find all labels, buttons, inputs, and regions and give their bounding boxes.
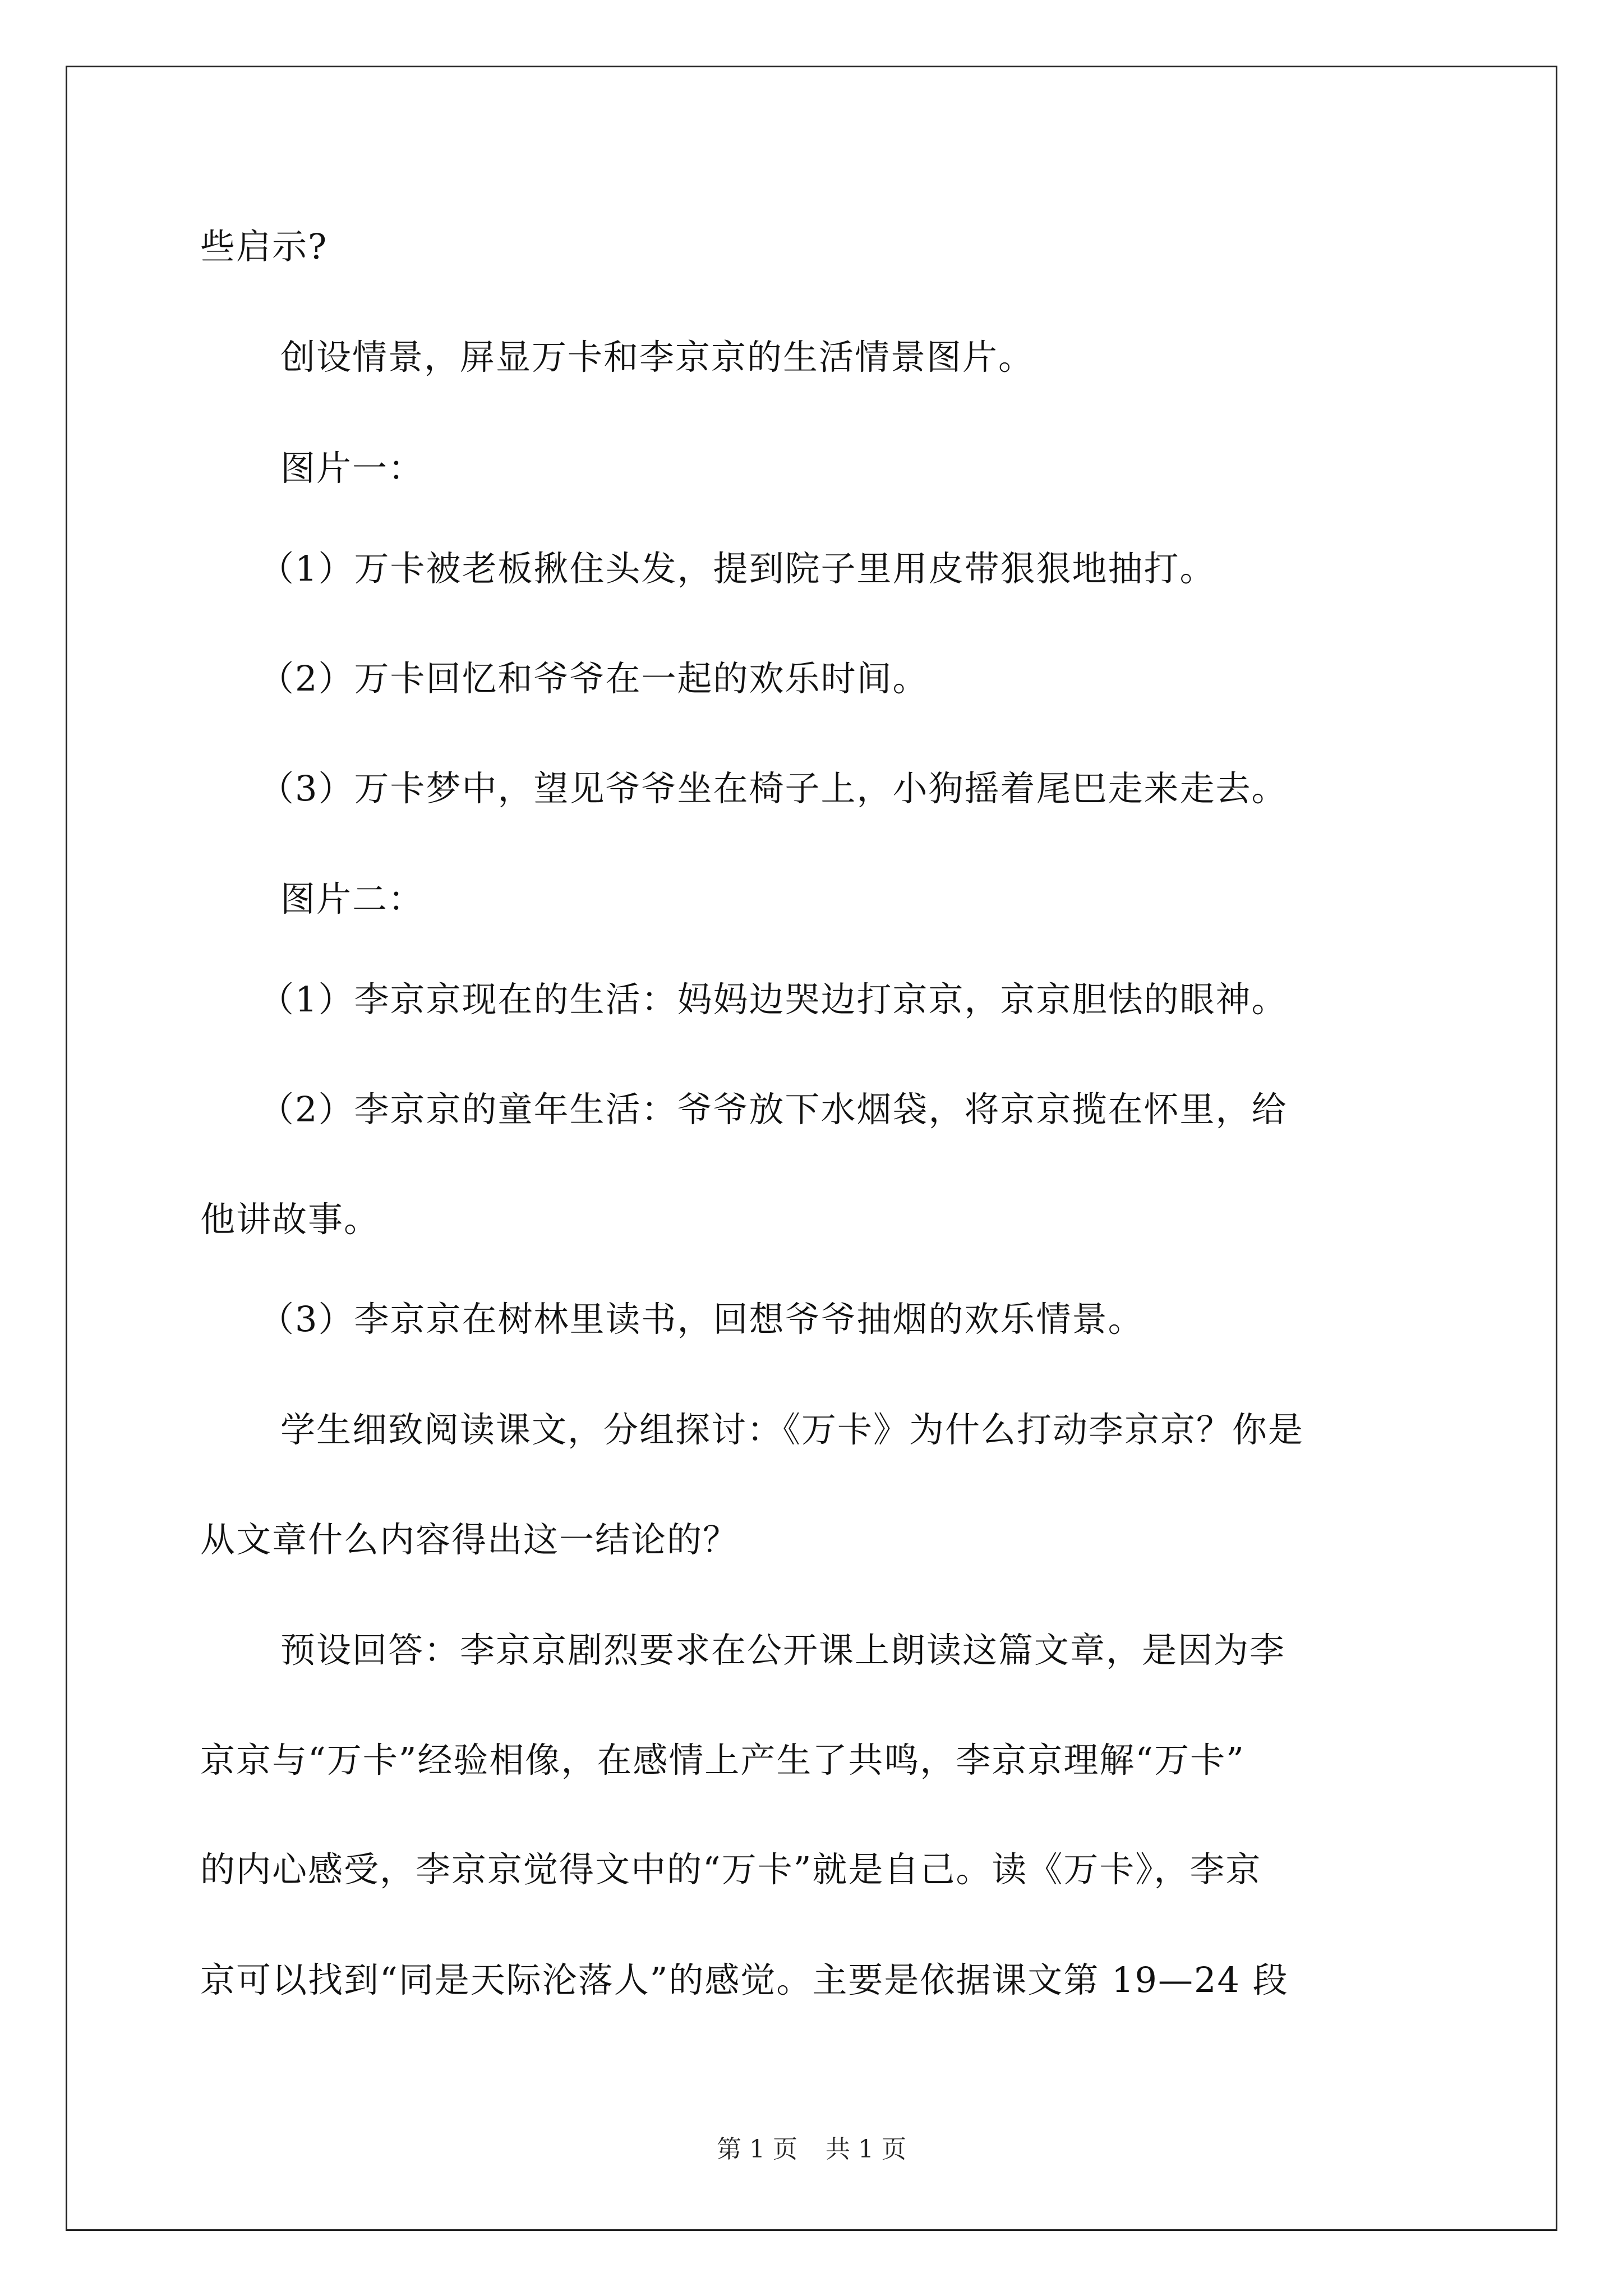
text-line: 学生细致阅读课文，分组探讨：《万卡》为什么打动李京京？你是 — [280, 1409, 1304, 1450]
text-line: 京可以找到“同是天际沦落人”的感觉。主要是依据课文第 19—24 段 — [200, 1959, 1289, 2000]
text-line: 些启示? — [200, 226, 328, 267]
text-line: （1）李京京现在的生活：妈妈边哭边打京京，京京胆怯的眼神。 — [259, 979, 1288, 1020]
text-line: （1）万卡被老板揪住头发，提到院子里用皮带狠狠地抽打。 — [259, 548, 1216, 589]
text-line: 他讲故事。 — [200, 1199, 380, 1240]
page-number: 第 1 页 — [717, 2135, 797, 2164]
text-line: 预设回答：李京京剧烈要求在公开课上朗读这篇文章，是因为李 — [280, 1630, 1286, 1671]
text-line: 创设情景，屏显万卡和李京京的生活情景图片。 — [280, 337, 1035, 378]
text-line: （3）李京京在树林里读书，回想爷爷抽烟的欢乐情景。 — [259, 1299, 1144, 1340]
text-line: （3）万卡梦中，望见爷爷坐在椅子上，小狗摇着尾巴走来走去。 — [259, 768, 1288, 809]
text-line: 图片二： — [280, 878, 425, 919]
text-line: （2）万卡回忆和爷爷在一起的欢乐时间。 — [259, 658, 929, 699]
text-line: 的内心感受，李京京觉得文中的“万卡”就是自己。读《万卡》，李京 — [200, 1849, 1262, 1890]
page-border — [66, 66, 1557, 2231]
text-line: （2）李京京的童年生活：爷爷放下水烟袋，将京京揽在怀里，给 — [259, 1089, 1288, 1130]
text-line: 图片一： — [280, 448, 425, 489]
text-line: 从文章什么内容得出这一结论的？ — [200, 1519, 739, 1560]
page-total: 共 1 页 — [826, 2135, 906, 2164]
page-footer — [0, 2133, 1623, 2166]
text-line: 京京与“万卡”经验相像，在感情上产生了共鸣，李京京理解“万卡” — [200, 1740, 1245, 1780]
